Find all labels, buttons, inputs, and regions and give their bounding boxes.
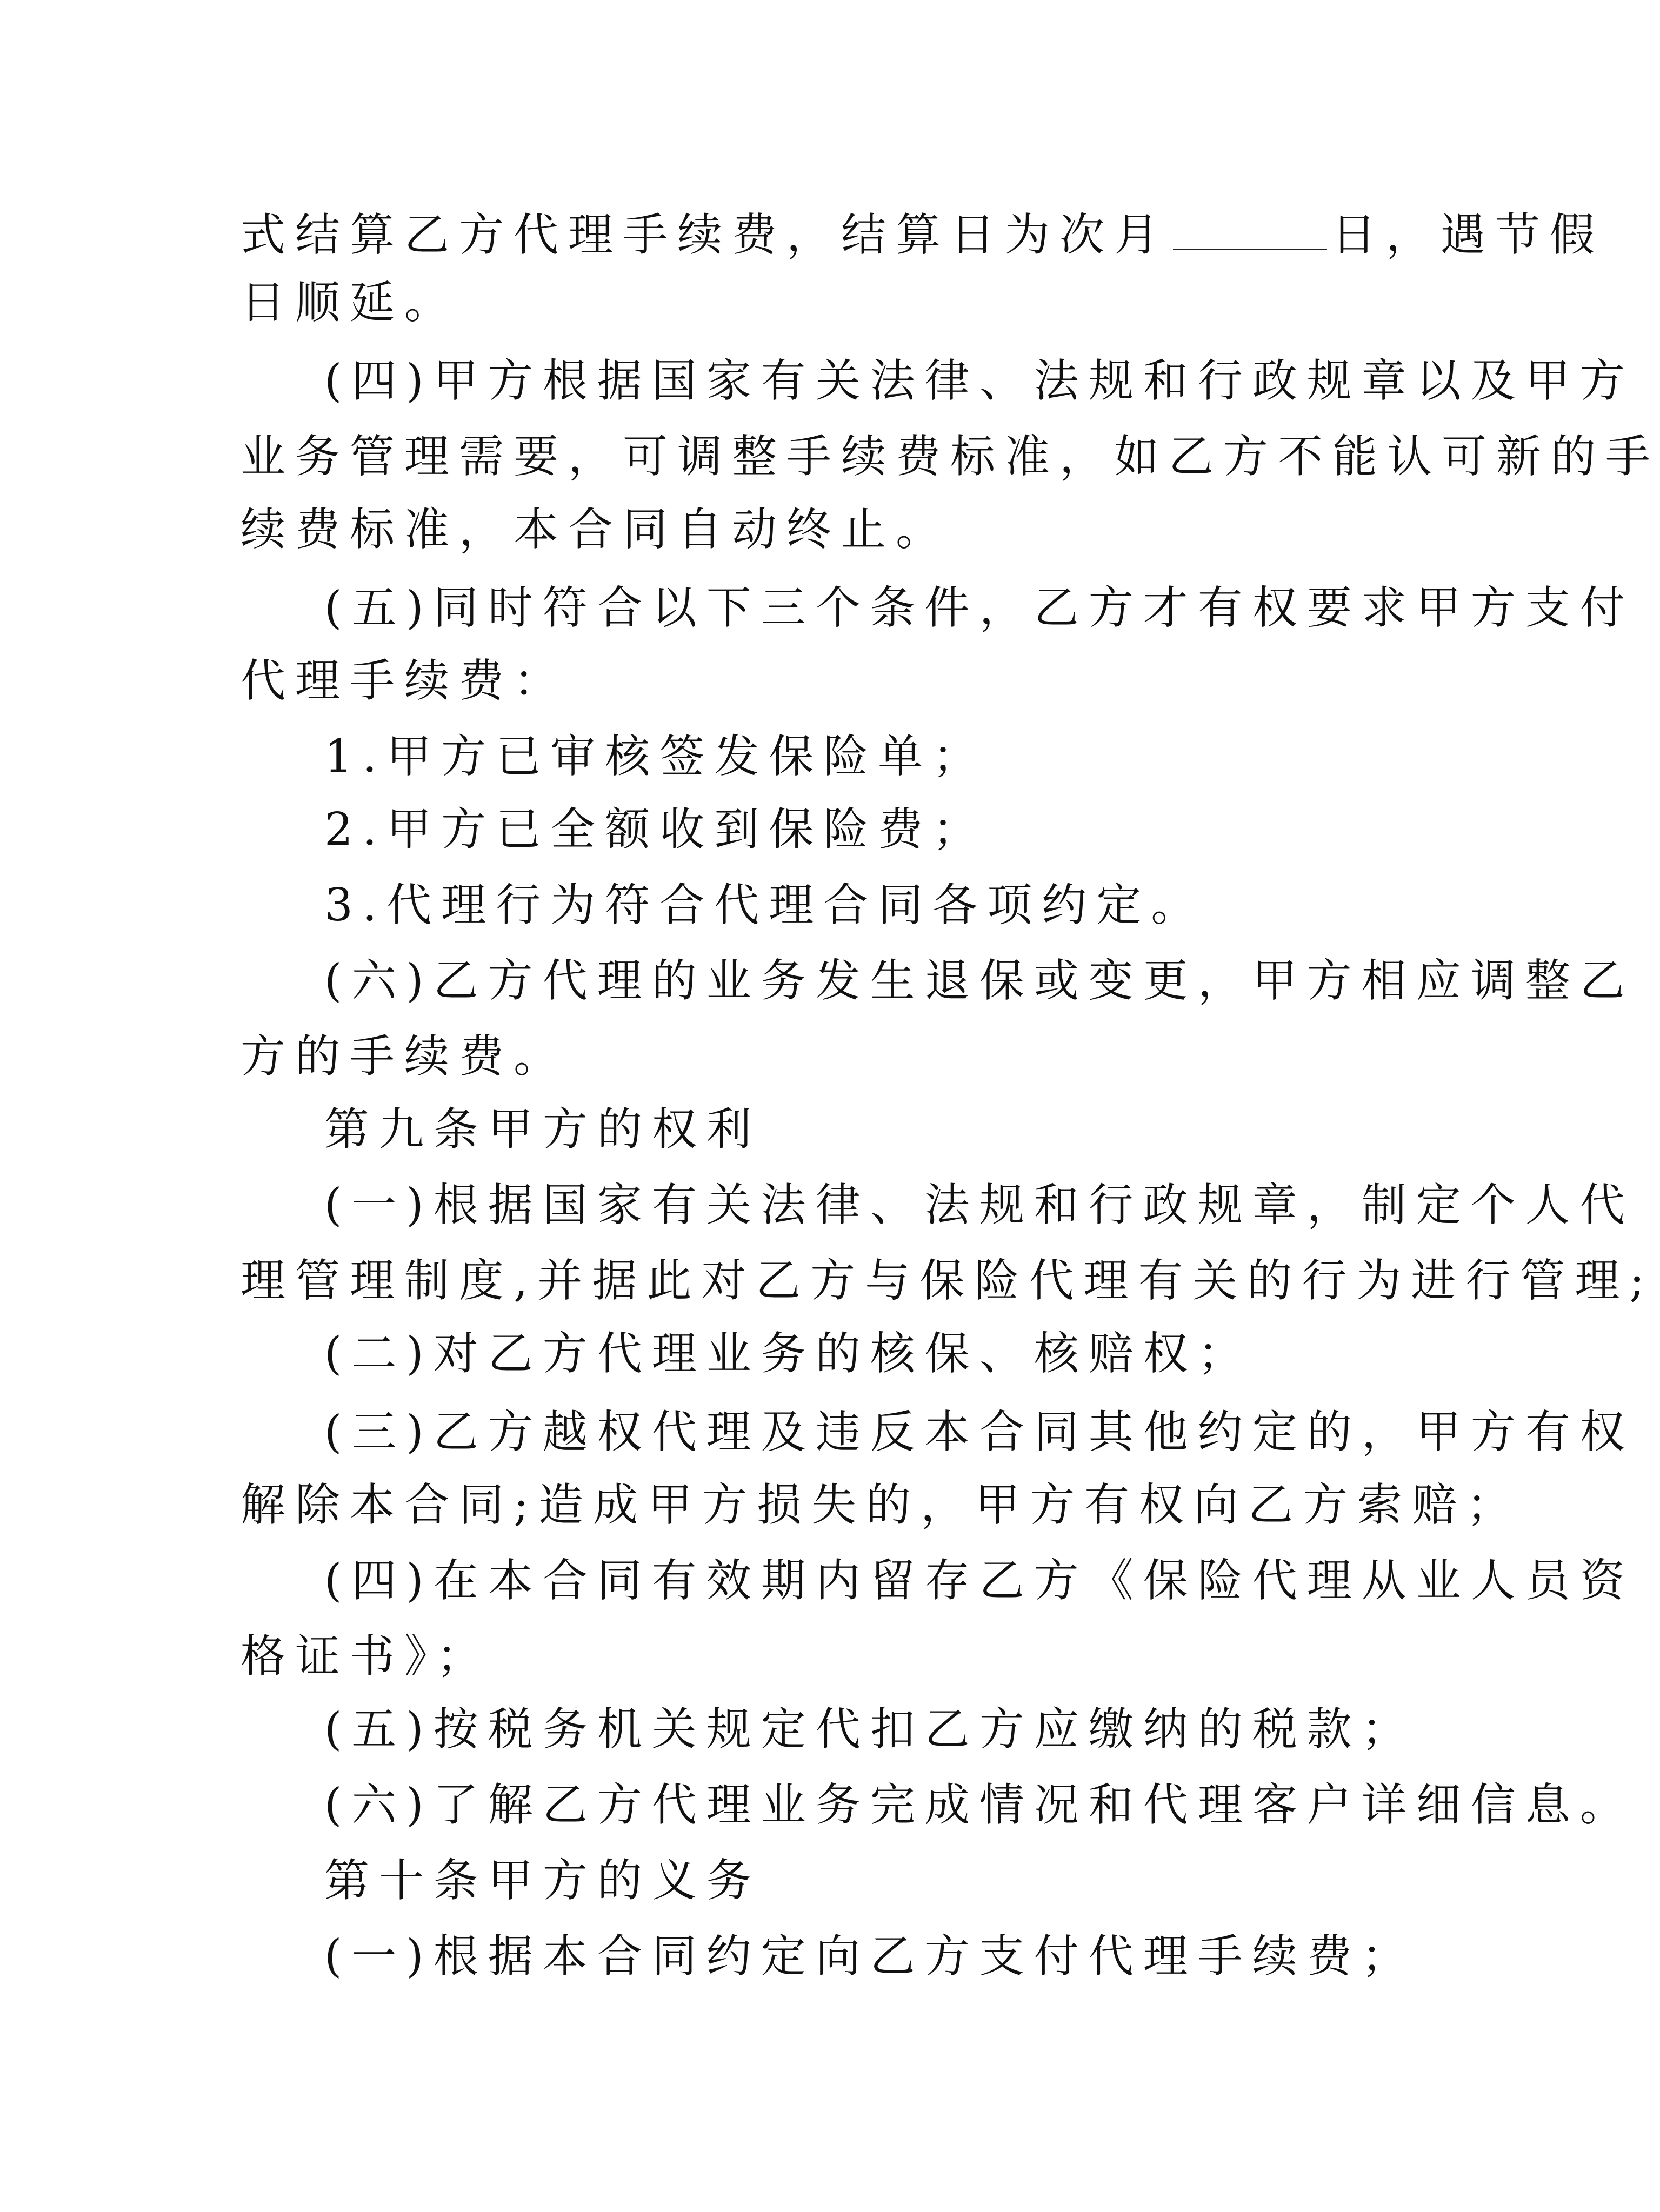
- text-line-24: (一)根据本合同约定向乙方支付代理手续费；: [324, 1930, 1416, 1982]
- text-line-20: 格证书》；: [241, 1630, 491, 1682]
- text-line-1: [241, 203, 1604, 268]
- text-line-14: (一)根据国家有关法律、法规和行政规章，制定个人代: [324, 1179, 1635, 1231]
- text-line-21: (五)按税务机关规定代扣乙方应缴纳的税款；: [324, 1703, 1416, 1755]
- text-line-8: 1.甲方已审核签发保险单；: [324, 730, 988, 783]
- text-line-3: (四)甲方根据国家有关法律、法规和行政规章以及甲方: [324, 355, 1635, 407]
- text-line-15: 理管理制度,并据此对乙方与保险代理有关的行为进行管理;: [241, 1254, 1655, 1307]
- text-line-6: (五)同时符合以下三个条件，乙方才有权要求甲方支付: [324, 582, 1635, 634]
- text-line-22: (六)了解乙方代理业务完成情况和代理客户详细信息。: [324, 1779, 1635, 1831]
- text-line-12: 方的手续费。: [241, 1030, 568, 1082]
- text-line-11: (六)乙方代理的业务发生退保或变更，甲方相应调整乙: [324, 954, 1635, 1007]
- text-segment: 日，遇节假: [1331, 209, 1604, 261]
- text-line-2: 日顺延。: [241, 276, 459, 329]
- text-line-16: (二)对乙方代理业务的核保、核赔权；: [324, 1327, 1252, 1380]
- text-line-19: (四)在本合同有效期内留存乙方《保险代理从业人员资: [324, 1554, 1635, 1607]
- text-line-18: 解除本合同;造成甲方损失的，甲方有权向乙方索赔；: [241, 1479, 1521, 1531]
- fill-in-blank: [1173, 211, 1327, 250]
- text-segment: 式结算乙方代理手续费，结算日为次月: [241, 209, 1169, 261]
- text-line-17: (三)乙方越权代理及违反本合同其他约定的，甲方有权: [324, 1406, 1635, 1458]
- text-line-4: 业务管理需要，可调整手续费标准，如乙方不能认可新的手: [241, 430, 1660, 483]
- text-line-10: 3.代理行为符合代理合同各项约定。: [324, 879, 1206, 931]
- text-line-9: 2.甲方已全额收到保险费；: [324, 803, 988, 856]
- section-heading-article-9: 第九条甲方的权利: [324, 1103, 761, 1155]
- section-heading-article-10: 第十条甲方的义务: [324, 1854, 761, 1907]
- text-line-7: 代理手续费：: [241, 654, 568, 707]
- text-line-5: 续费标准，本合同自动终止。: [241, 503, 950, 556]
